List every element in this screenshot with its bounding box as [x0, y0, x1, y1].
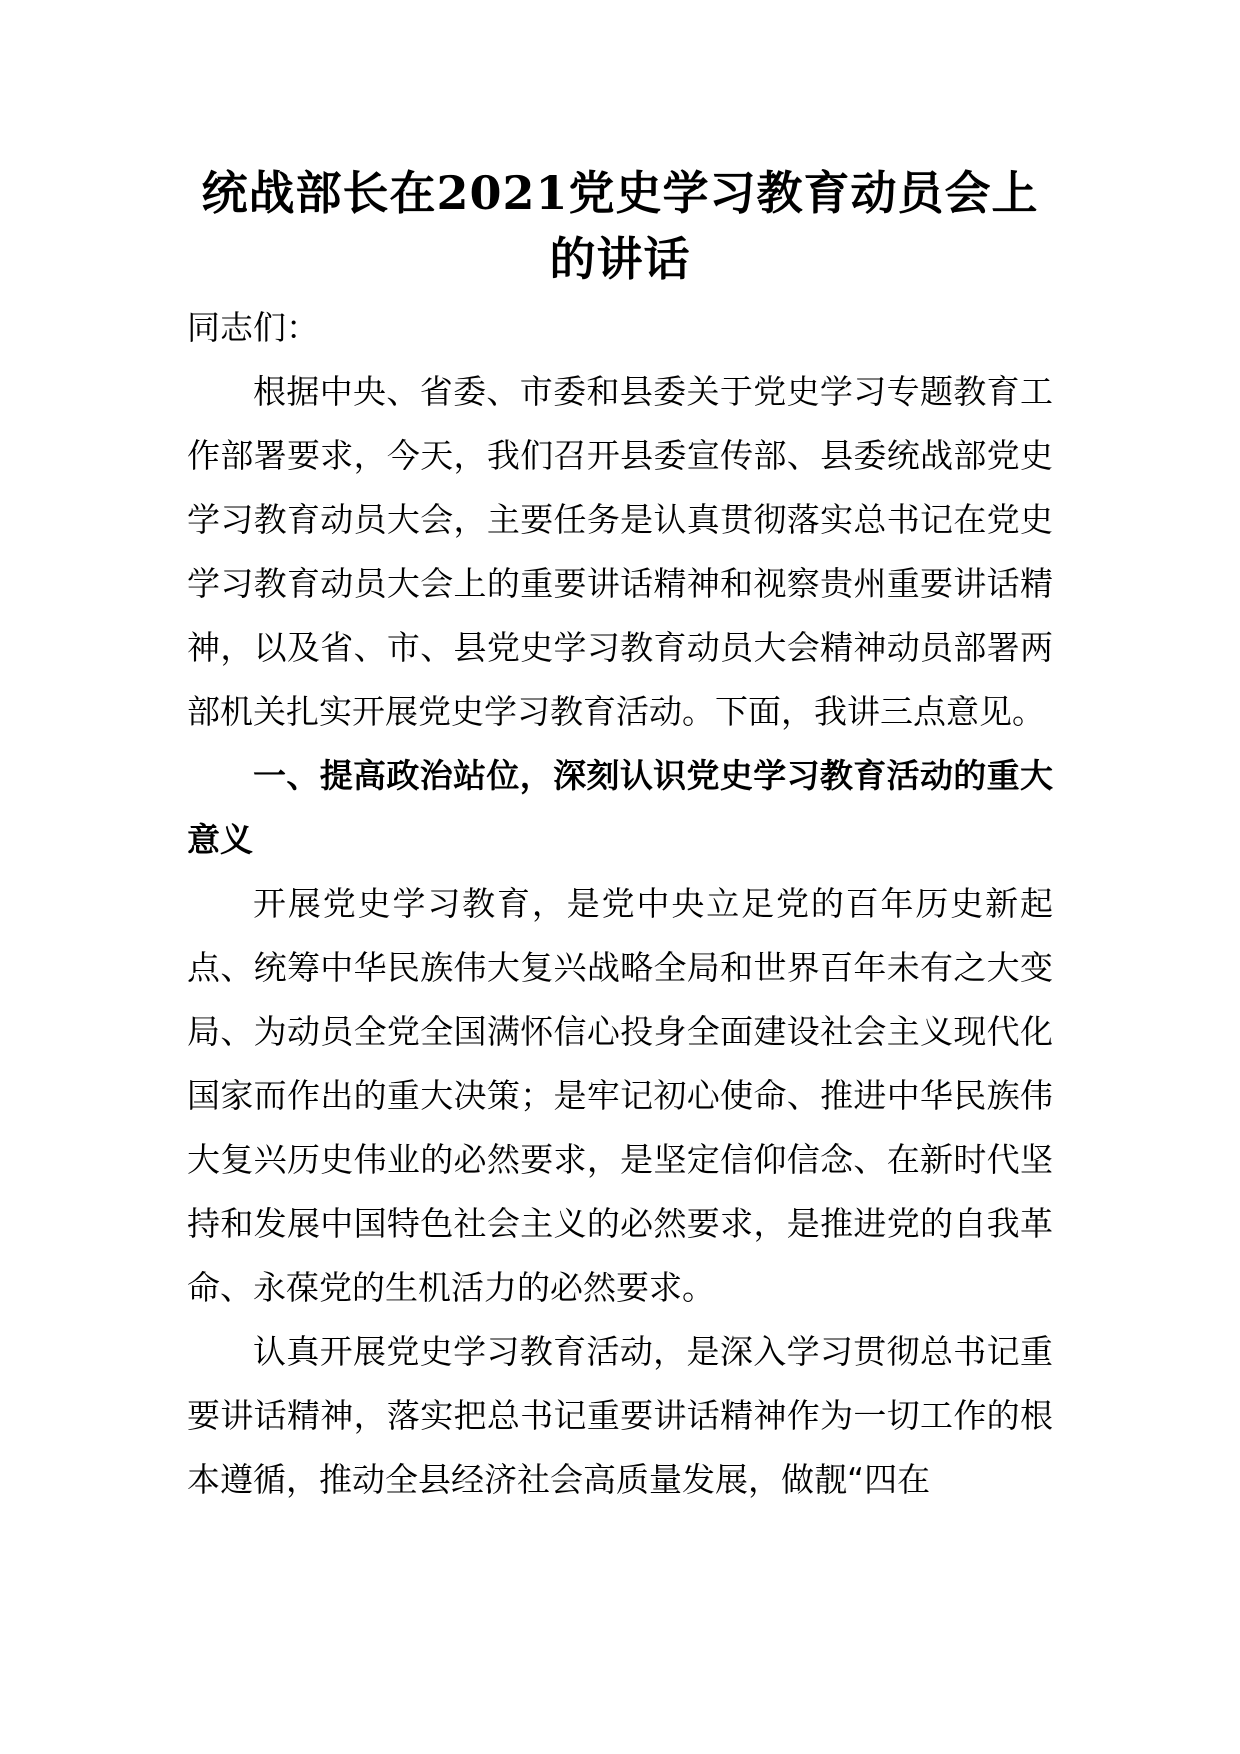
document-body — [187, 160, 1053, 1512]
paragraph-significance: 开展党史学习教育，是党中央立足党的百年历史新起点、统筹中华民族伟大复兴战略全局和世界百年未有之大变局、为动员全党全国满怀信心投身全面建设社会主义现代化国家而作出的重大决策；是牢记初心使命、推进中华民族伟大复兴历史伟业的必然要求，是坚定信仰信念、在新时代坚持和发展中国特色社会主义的必然要求，是推进党的自我革命、永葆党的生机活力的必然要求。 — [187, 884, 1053, 1307]
section-heading-1: 一、提高政治站位，深刻认识党史学习教育活动的重大意义 — [187, 756, 1053, 859]
paragraph-implementation: 认真开展党史学习教育活动，是深入学习贯彻总书记重要讲话精神，落实把总书记重要讲话精神作为一切工作的根本遵循，推动全县经济社会高质量发展，做靓“四在 — [187, 1332, 1053, 1499]
document-title: 统战部长在2021党史学习教育动员会上的讲话 — [201, 166, 1039, 286]
greeting: 同志们： — [187, 308, 319, 347]
paragraph-intro: 根据中央、省委、市委和县委关于党史学习专题教育工作部署要求，今天，我们召开县委宣传部、县委统战部党史学习教育动员大会，主要任务是认真贯彻落实总书记在党史学习教育动员大会上的重要讲话精神和视察贵州重要讲话精神，以及省、市、县党史学习教育动员大会精神动员部署两部机关扎实开展党史学习教育活动。下面，我讲三点意见。 — [187, 372, 1053, 731]
